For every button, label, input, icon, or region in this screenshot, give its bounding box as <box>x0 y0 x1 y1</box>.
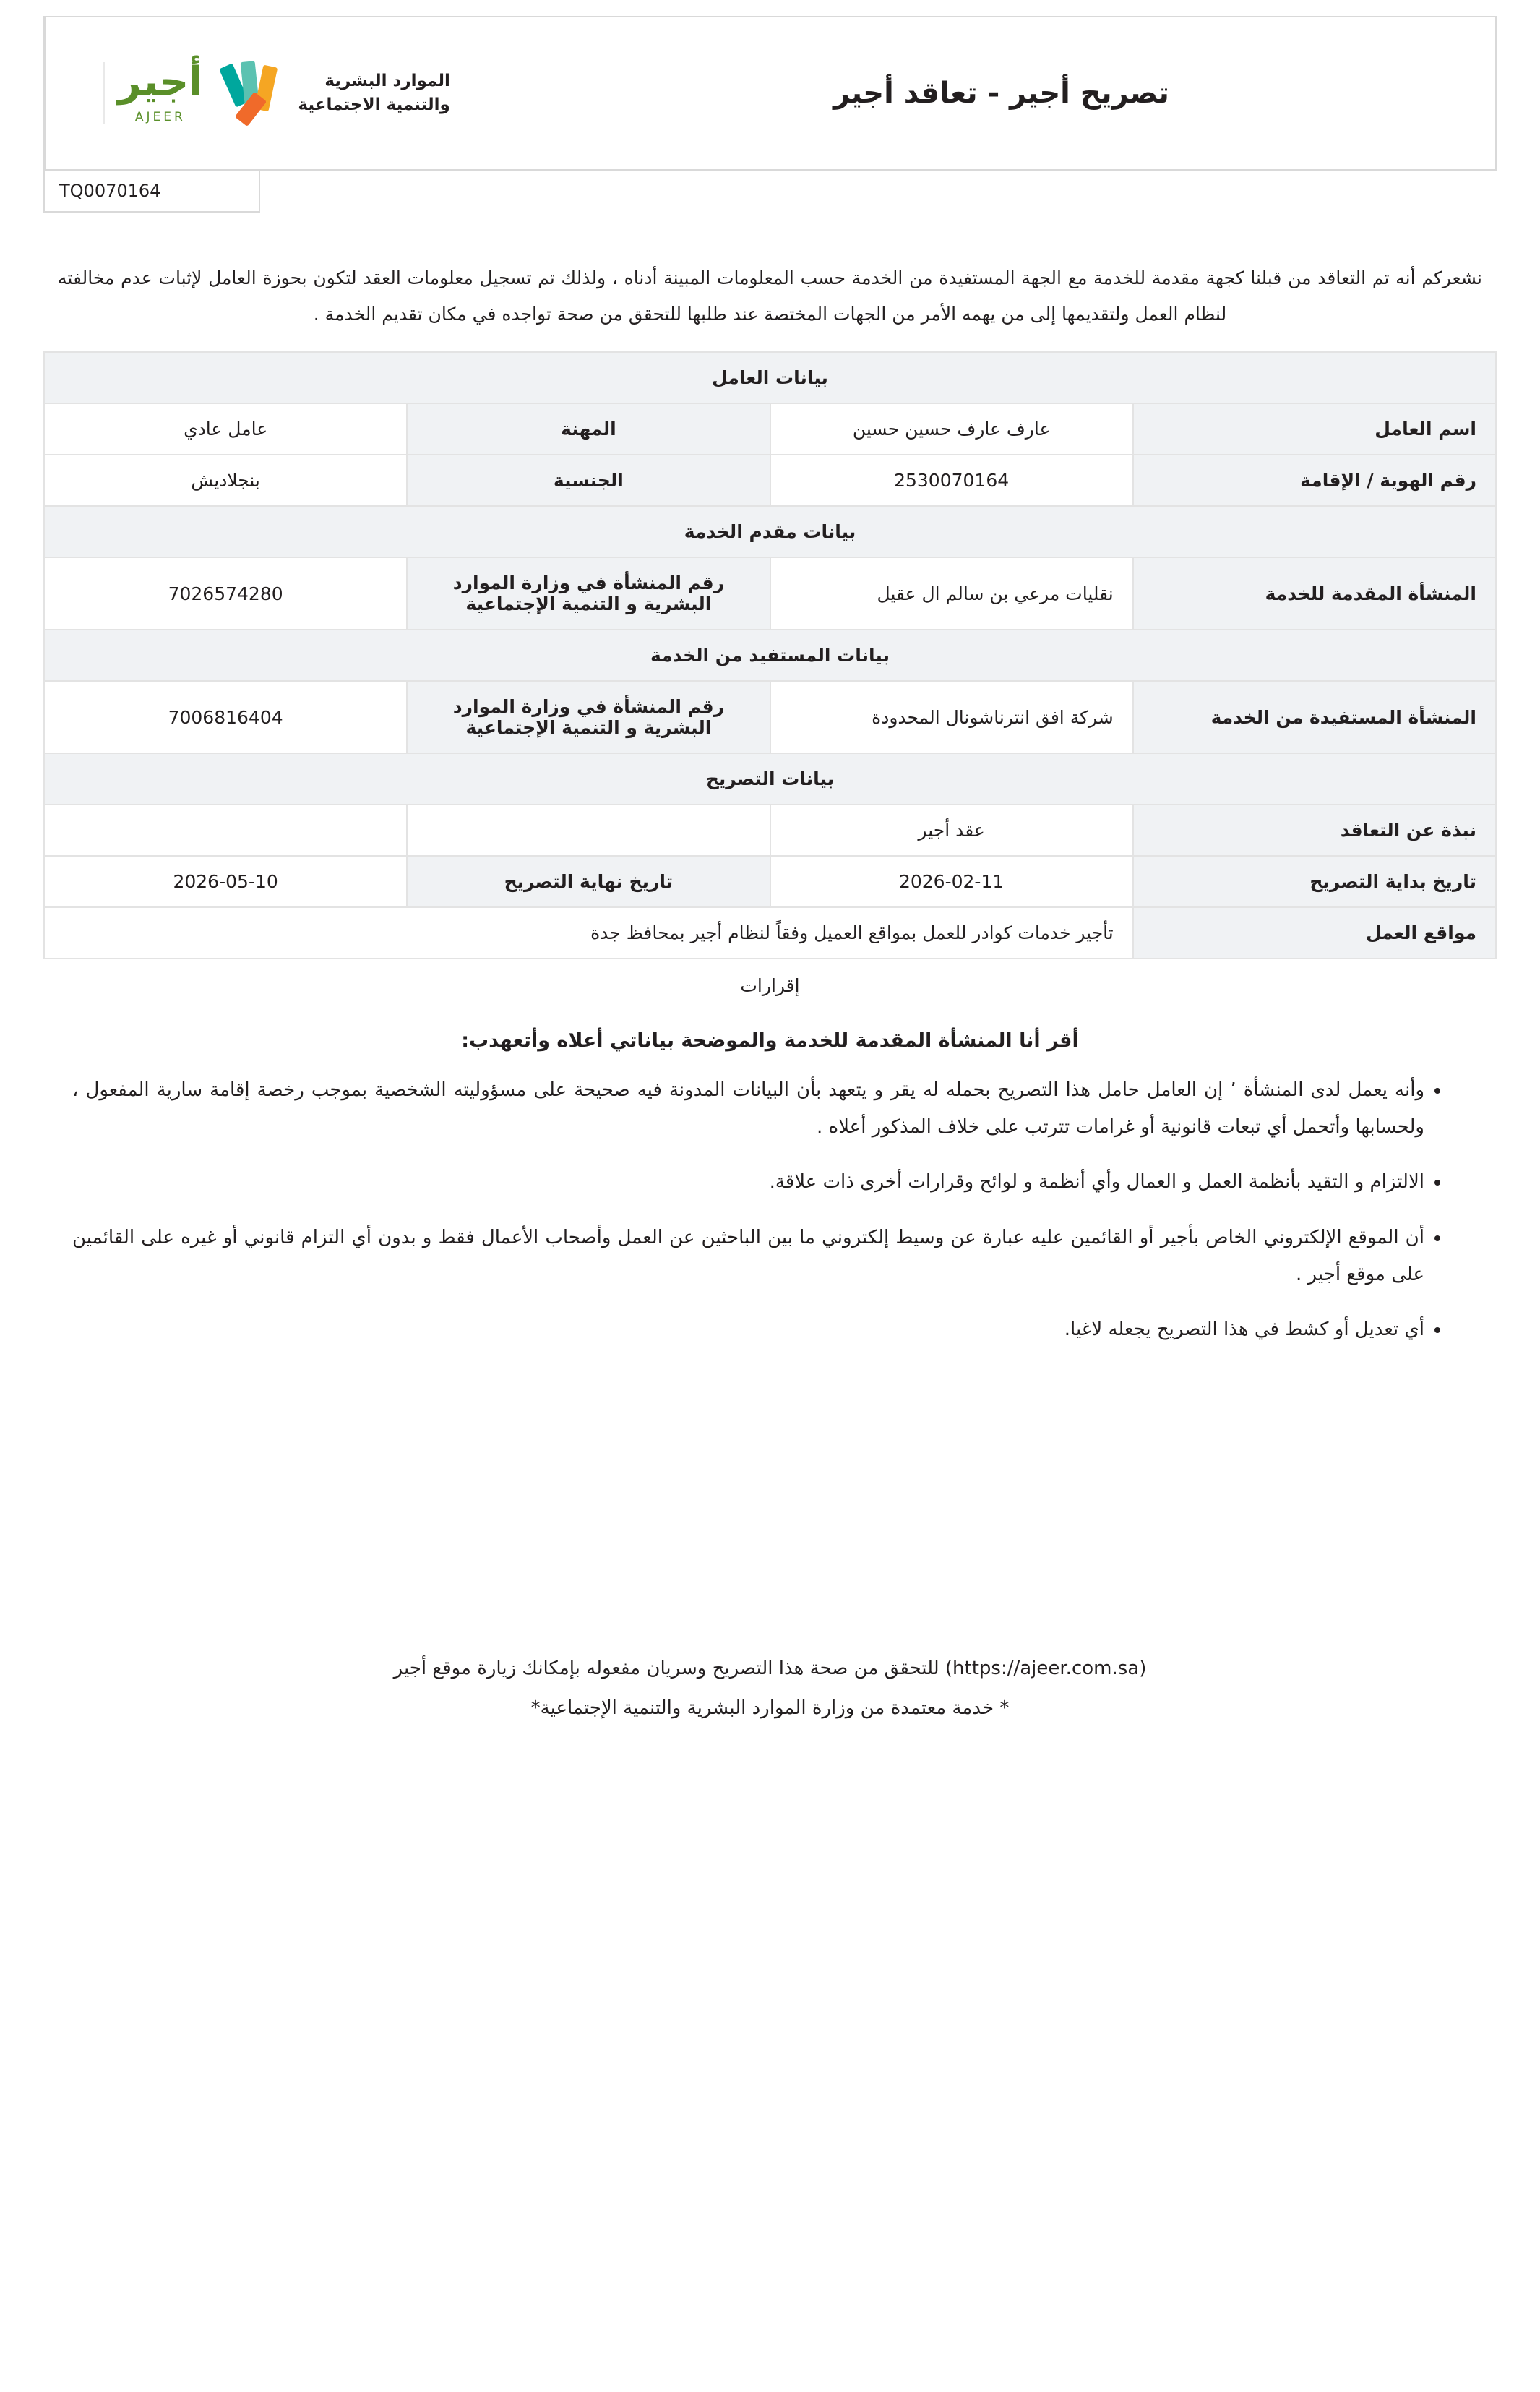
worker-nationality-value: بنجلاديش <box>44 455 407 506</box>
footer-verification-line <box>43 1652 1497 1686</box>
header-box <box>43 16 1497 171</box>
ministry-logo <box>221 60 449 127</box>
contract-brief-value: عقد أجير <box>770 805 1133 856</box>
table-row <box>44 455 1496 506</box>
intro-paragraph: نشعركم أنه تم التعاقد من قبلنا كجهة مقدمة للخدمة مع الجهة المستفيدة من الخدمة حسب المعلومات المبينة أدناه ، ولذلك تم تسجيل معلومات العقد لتكون بحوزة العامل لإثبات عدم مخالفته لنظام العمل ولتقديمها إلى من يهمه الأمر من الجهات المختصة عند طلبها للتحقق من صحة تواجده في مكان تقديم الخدمة . <box>58 267 1482 325</box>
list-item: • أن الموقع الإلكتروني الخاص بأجير أو القائمين عليه عبارة عن وسيط إلكتروني ما بين الباحثين عن العمل وأصحاب الأعمال فقط و بدون أي التزام قانوني أو غيره على القائمين على موقع أجير . <box>72 1219 1424 1293</box>
ministry-logo-text <box>298 69 449 118</box>
ajeer-logo <box>103 59 203 124</box>
worker-id-label: رقم الهوية / الإقامة <box>1133 455 1496 506</box>
worker-occupation-label: المهنة <box>407 403 770 455</box>
worker-occupation-value: عامل عادي <box>44 403 407 455</box>
table-row <box>44 681 1496 753</box>
empty-cell <box>407 805 770 856</box>
ajeer-logo-subtitle: AJEER <box>134 110 186 124</box>
footer-verification-text: للتحقق من صحة هذا التصريح وسريان مفعوله بإمكانك زيارة موقع أجير <box>393 1658 939 1680</box>
document-footer <box>43 1652 1497 1726</box>
provider-entity-number-label: رقم المنشأة في وزارة الموارد البشرية و التنمية الإجتماعية <box>407 557 770 630</box>
provider-entity-number-value: 7026574280 <box>44 557 407 630</box>
permit-start-label: تاريخ بداية التصريح <box>1133 856 1496 907</box>
section-heading-beneficiary: بيانات المستفيد من الخدمة <box>44 630 1496 681</box>
logo-cell <box>45 17 507 169</box>
table-row <box>44 506 1496 557</box>
list-item: • أي تعديل أو كشط في هذا التصريح يجعله لاغيا. <box>72 1311 1424 1348</box>
provider-entity-value: نقليات مرعي بن سالم ال عقيل <box>770 557 1133 630</box>
footer-ministry-note: * خدمة معتمدة من وزارة الموارد البشرية والتنمية الإجتماعية* <box>530 1697 1010 1719</box>
section-heading-provider: بيانات مقدم الخدمة <box>44 506 1496 557</box>
ajeer-site-url: (https://ajeer.com.sa) <box>945 1658 1147 1680</box>
reference-row <box>43 171 1497 213</box>
table-row <box>44 856 1496 907</box>
permit-start-value: 2026-02-11 <box>770 856 1133 907</box>
permit-end-value: 2026-05-10 <box>44 856 407 907</box>
declarations-title: إقرارات <box>740 975 800 996</box>
list-item: • الالتزام و التقيد بأنظمة العمل و العمال وأي أنظمة و لوائح وقرارات أخرى ذات علاقة. <box>72 1164 1424 1201</box>
document-header <box>43 16 1497 213</box>
table-row <box>44 907 1496 959</box>
ajeer-logo-word: أجير <box>118 59 203 106</box>
worker-id-value: 2530070164 <box>770 455 1133 506</box>
provider-entity-label: المنشأة المقدمة للخدمة <box>1133 557 1496 630</box>
empty-cell <box>44 805 407 856</box>
table-row <box>44 753 1496 805</box>
worker-name-value: عارف عارف حسين حسين <box>770 403 1133 455</box>
worker-nationality-label: الجنسية <box>407 455 770 506</box>
table-row <box>44 557 1496 630</box>
beneficiary-entity-number-value: 7006816404 <box>44 681 407 753</box>
table-row <box>44 805 1496 856</box>
section-heading-worker: بيانات العامل <box>44 352 1496 403</box>
worksites-label: مواقع العمل <box>1133 907 1496 959</box>
reference-number: TQ0070164 <box>43 171 260 213</box>
ministry-mark-icon <box>221 60 288 127</box>
table-row <box>44 352 1496 403</box>
declarations-lead: أقر أنا المنشأة المقدمة للخدمة والموضحة بياناتي أعلاه وأتعهد‏ب: <box>461 1029 1079 1052</box>
beneficiary-entity-label: المنشأة المستفيدة من الخدمة <box>1133 681 1496 753</box>
list-item: • وأنه يعمل لدى المنشأة ’ إن العامل حامل هذا التصريح بحمله له يقر و يتعهد بأن البيانات المدونة فيه صحيحة على مسؤوليته الشخصية بموجب رخصة إقامة سارية المفعول ، ولحسابها وأتحمل أي تبعات قانونية أو غرامات تترتب على خلاف المذكور أعلاه . <box>72 1072 1424 1145</box>
table-row <box>44 630 1496 681</box>
page-title: تصريح أجير - تعاقد أجير <box>833 77 1169 110</box>
ministry-line-2: والتنمية الاجتماعية <box>298 95 450 114</box>
worker-name-label: اسم العامل <box>1133 403 1496 455</box>
worksites-value: تأجير خدمات كوادر للعمل بمواقع العميل وفقاً لنظام أجير بمحافظ جدة <box>44 907 1133 959</box>
details-table <box>43 351 1497 959</box>
declarations-list <box>72 1072 1453 1348</box>
beneficiary-entity-number-label: رقم المنشأة في وزارة الموارد البشرية و التنمية الإجتماعية <box>407 681 770 753</box>
contract-brief-label: نبذة عن التعاقد <box>1133 805 1496 856</box>
ministry-line-1: الموارد البشرية <box>324 71 450 90</box>
section-heading-permit: بيانات التصريح <box>44 753 1496 805</box>
permit-end-label: تاريخ نهاية التصريح <box>407 856 770 907</box>
beneficiary-entity-value: شركة افق انترناشونال المحدودة <box>770 681 1133 753</box>
table-row <box>44 403 1496 455</box>
document-page <box>0 16 1540 1754</box>
